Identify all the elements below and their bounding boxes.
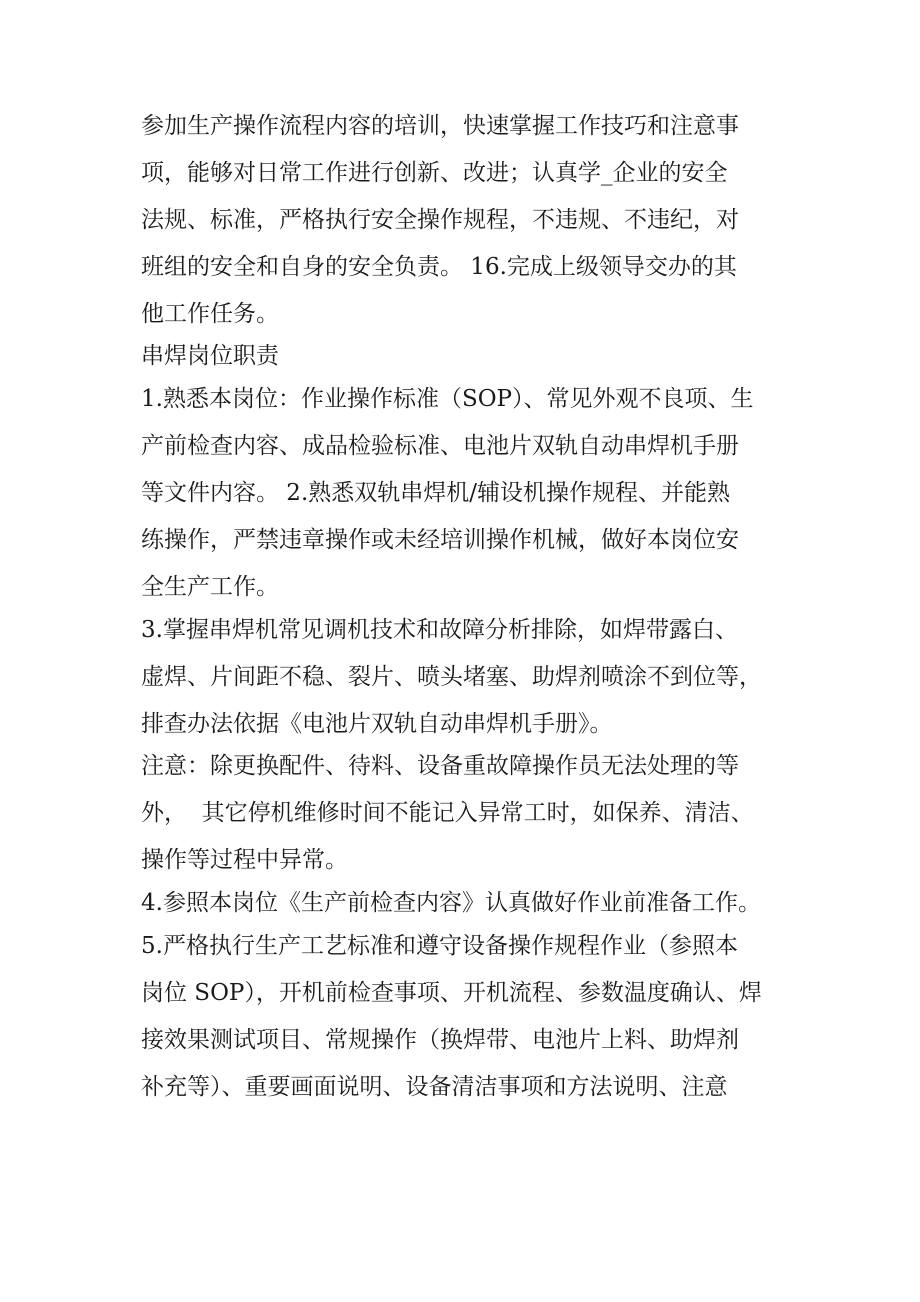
text-line: 参加生产操作流程内容的培训，快速掌握工作技巧和注意事 [141, 113, 739, 139]
text-line: 补充等）、重要画面说明、设备清洁事项和方法说明、注意 [141, 1073, 728, 1100]
text-line: 等文件内容。 2.熟悉双轨串焊机/辅设机操作规程、并能熟 [141, 480, 731, 507]
text-line: 产前检查内容、成品检验标准、电池片双轨自动串焊机手册 [141, 433, 739, 460]
text-line: 虚焊、片间距不稳、裂片、喷头堵塞、助焊剂喷涂不到位等， [141, 663, 762, 690]
document-body [141, 115, 801, 1123]
text-line: 全生产工作。 [141, 573, 279, 600]
text-line: 接效果测试项目、常规操作（换焊带、电池片上料、助焊剂 [141, 1026, 739, 1053]
text-line: 练操作，严禁违章操作或未经培训操作机械，做好本岗位安 [141, 527, 739, 554]
text-line: 他工作任务。 [141, 300, 279, 327]
text-line: 操作等过程中异常。 [141, 847, 348, 874]
text-line: 项，能够对日常工作进行创新、改进；认真学_企业的安全 [141, 159, 728, 186]
text-line: 班组的安全和自身的安全负责。 16.完成上级领导交办的其 [141, 253, 737, 280]
section-heading: 串焊岗位职责 [141, 343, 279, 370]
text-line: 排查办法依据《电池片双轨自动串焊机手册》。 [141, 710, 613, 737]
text-line: 岗位 SOP），开机前检查事项、开机流程、参数温度确认、焊 [141, 979, 762, 1006]
text-line: 5.严格执行生产工艺标准和遵守设备操作规程作业（参照本 [141, 933, 738, 960]
text-line: 外， 其它停机维修时间不能记入异常工时，如保养、清洁、 [141, 800, 754, 827]
text-line: 4.参照本岗位《生产前检查内容》认真做好作业前准备工作。 [141, 890, 761, 917]
text-line: 1.熟悉本岗位：作业操作标准（SOP）、常见外观不良项、生 [141, 386, 754, 413]
text-line: 法规、标准，严格执行安全操作规程，不违规、不违纪，对 [141, 206, 739, 233]
text-line: 3.掌握串焊机常见调机技术和故障分析排除，如焊带露白、 [141, 616, 738, 643]
text-line: 注意：除更换配件、待料、设备重故障操作员无法处理的等 [141, 753, 739, 780]
